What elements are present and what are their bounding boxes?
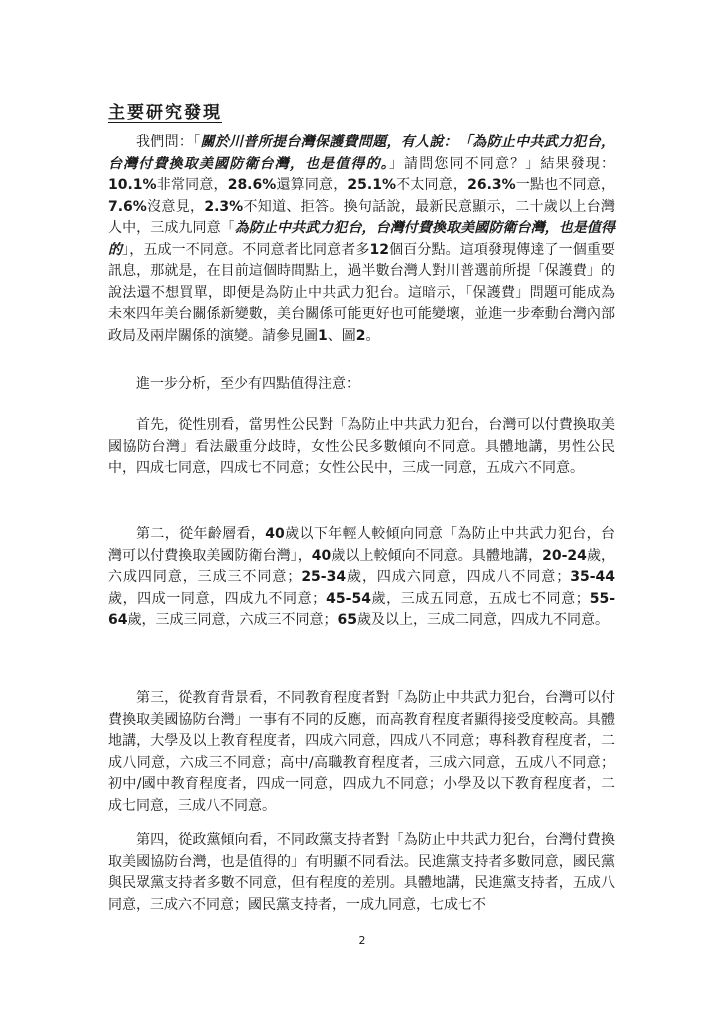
figure-ref-2: 2 xyxy=(355,327,366,344)
text: 非常同意， xyxy=(156,177,228,193)
text: 、圖 xyxy=(327,327,356,344)
text: 歲以上較傾向不同意。具體地講， xyxy=(331,547,543,564)
text: 不太同意， xyxy=(395,177,468,193)
text: 歲，三成五同意，五成七不同意； xyxy=(370,590,590,607)
text: 歲以下年輕人較傾向同意「為防止中共武力犯台，台灣可以付費換取美國防衛台灣」， xyxy=(108,526,616,564)
text: 歲，四成六同意，四成八不同意； xyxy=(346,569,571,585)
text: 沒意見， xyxy=(146,198,205,215)
number: 12 xyxy=(369,241,389,258)
percent-strongly-disagree: 26.3% xyxy=(467,177,516,193)
text: 」，五成一不同意。不同意者比同意者多 xyxy=(122,241,370,258)
figure-ref-1: 1 xyxy=(318,327,328,344)
text: 我們問：「 xyxy=(136,134,201,150)
number: 20-24 xyxy=(542,547,587,564)
paragraph-education: 第三，從教育背景看，不同教育程度者對「為防止中共武力犯台，台灣可以付費換取美國協防台灣」一事有不同的反應，而高教育程度者顯得接受度較高。具體地講，大學及以上教育程度者，四成六同意，四成八不同意；專科教育程度者，二成八同意，六成三不同意；高中/高職教育程度者，三成六同意，五成八不同意；初中/國中教育程度者，四成一同意，四成九不同意；小學及以下教育程度者，二成七同意，三成八不同意。 xyxy=(108,690,615,814)
paragraph-intro-analysis: 進一步分析，至少有四點值得注意： xyxy=(136,376,360,392)
text: 一點也不同意， xyxy=(515,177,615,193)
page-number: 2 xyxy=(358,934,366,947)
text: 不知道、拒答。換句話說，最新民意顯示，二十歲以上台灣人中，三成九同意「 xyxy=(108,198,616,236)
number: 35-44 xyxy=(570,569,616,585)
text: 第二，從年齡層看， xyxy=(136,526,266,542)
number: 25-34 xyxy=(301,569,347,585)
percent-somewhat-disagree: 25.1% xyxy=(347,177,396,193)
paragraph-age xyxy=(108,524,615,632)
number: 40 xyxy=(311,547,332,564)
text: 」請問您同不同意？」結果發現： xyxy=(388,155,616,172)
number: 65 xyxy=(337,612,357,628)
number: 45-54 xyxy=(326,590,371,607)
text: 歲，三成三同意，六成三不同意； xyxy=(127,612,338,628)
percent-dont-know: 2.3% xyxy=(204,198,244,215)
text: 歲及以上，三成二同意，四成九不同意。 xyxy=(356,612,609,628)
text: 。 xyxy=(365,327,380,344)
paragraph-party: 第四，從政黨傾向看，不同政黨支持者對「為防止中共武力犯台，台灣付費換取美國協防台灣，也是值得的」有明顯不同看法。民進黨支持者多數同意，國民黨與民眾黨支持者多數不同意，但有程度的差別。具體地講，民進黨支持者，五成八同意，三成六不同意；國民黨支持者，一成九同意，七成七不 xyxy=(108,832,615,913)
percent-no-opinion: 7.6% xyxy=(108,198,147,215)
text: 個百分點。這項發現傳達了一個重要訊息，那就是，在目前這個時間點上，過半數台灣人對川普選前所提「保護費」的說法還不想買單，即便是為防止中共武力犯台。這暗示，「保護費」問題可能成為未來四年美台關係新變數，美台關係可能更好也可能變壞，並進一步牽動台灣內部政局及兩岸關係的演變。請參見圖 xyxy=(108,241,616,344)
survey-question-quote: 為防止中共武力犯台，台灣付費換取美國防衛台灣，也是值得的 xyxy=(108,220,616,258)
survey-question-quote: 關於川普所提台灣保護費問題，有人說：「為防止中共武力犯台，台灣付費換取美國防衛台灣，也是值得的。 xyxy=(108,134,615,172)
text: 歲，六成四同意，三成三不同意； xyxy=(108,547,616,585)
paragraph-gender: 首先，從性別看，當男性公民對「為防止中共武力犯台，台灣可以付費換取美國協防台灣」看法嚴重分歧時，女性公民多數傾向不同意。具體地講，男性公民中，四成七同意，四成七不同意；女性公民中，三成一同意，五成六不同意。 xyxy=(108,417,615,476)
number: 40 xyxy=(265,526,285,542)
section-heading: 主要研究發現 xyxy=(108,103,222,123)
percent-somewhat-agree: 28.6% xyxy=(227,177,277,193)
text: 還算同意， xyxy=(276,177,348,193)
paragraph-main-finding xyxy=(108,132,615,347)
text: 歲，四成一同意，四成九不同意； xyxy=(108,590,327,607)
number: 55-64 xyxy=(108,590,616,628)
percent-strongly-agree: 10.1% xyxy=(108,177,157,193)
